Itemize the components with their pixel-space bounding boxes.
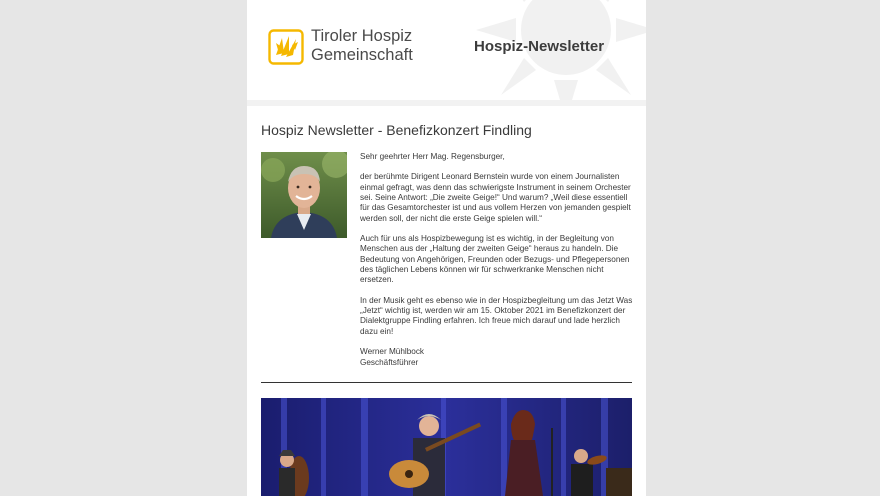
paragraph-3: In der Musik geht es ebenso wie in der Hospizbegleitung um das Jetzt Was „Jetzt“ wichtig ist, werden wir am 15. Oktober 2021 im Benefizkonzert der Dialektgruppe Findling erfahren. Ich freue mich darauf und lade herzlich dazu ein! — [360, 295, 633, 336]
header-divider — [247, 100, 646, 106]
newsletter-email — [247, 0, 646, 496]
greeting: Sehr geehrter Herr Mag. Regensburger, — [360, 152, 505, 161]
portrait-photo — [261, 152, 347, 238]
letter-body — [360, 152, 634, 368]
newsletter-title: Hospiz-Newsletter — [474, 38, 605, 55]
newsletter-subject: Hospiz Newsletter - Benefizkonzert Findling — [261, 122, 532, 138]
paragraph-1: der berühmte Dirigent Leonard Bernstein wurde von einem Journalisten einmal gefragt, was denn das schwierigste Instrument in seinem Orchester sei. Seine Antwort: „Die zweite Geige!“ Und warum? „Weil diese essentiell für das Gesamtorchester ist und aus vollem Herzen von jemanden gespielt werden soll, der nicht die erste Geige spielen will.“ — [360, 172, 631, 223]
signature-role: Geschäftsführer — [360, 357, 419, 367]
logo-line-1: Tiroler Hospiz — [311, 27, 413, 45]
logo-wordmark — [311, 27, 451, 65]
newsletter-header — [247, 0, 646, 100]
signature-name: Werner Mühlbock — [360, 347, 425, 357]
hospiz-logo-icon — [268, 29, 304, 65]
paragraph-2: Auch für uns als Hospizbewegung ist es wichtig, in der Begleitung von Menschen aus der „Haltung der zweiten Geige“ heraus zu handeln. Die Bedeutung von Angehörigen, Freunden oder Bezugs- und Pflegepersonen des täglichen Lebens können wir für schwerkranke Menschen nicht ersetzen. — [360, 234, 630, 285]
logo-line-2: Gemeinschaft — [311, 46, 413, 64]
section-divider — [261, 382, 632, 383]
concert-photo — [261, 398, 632, 496]
